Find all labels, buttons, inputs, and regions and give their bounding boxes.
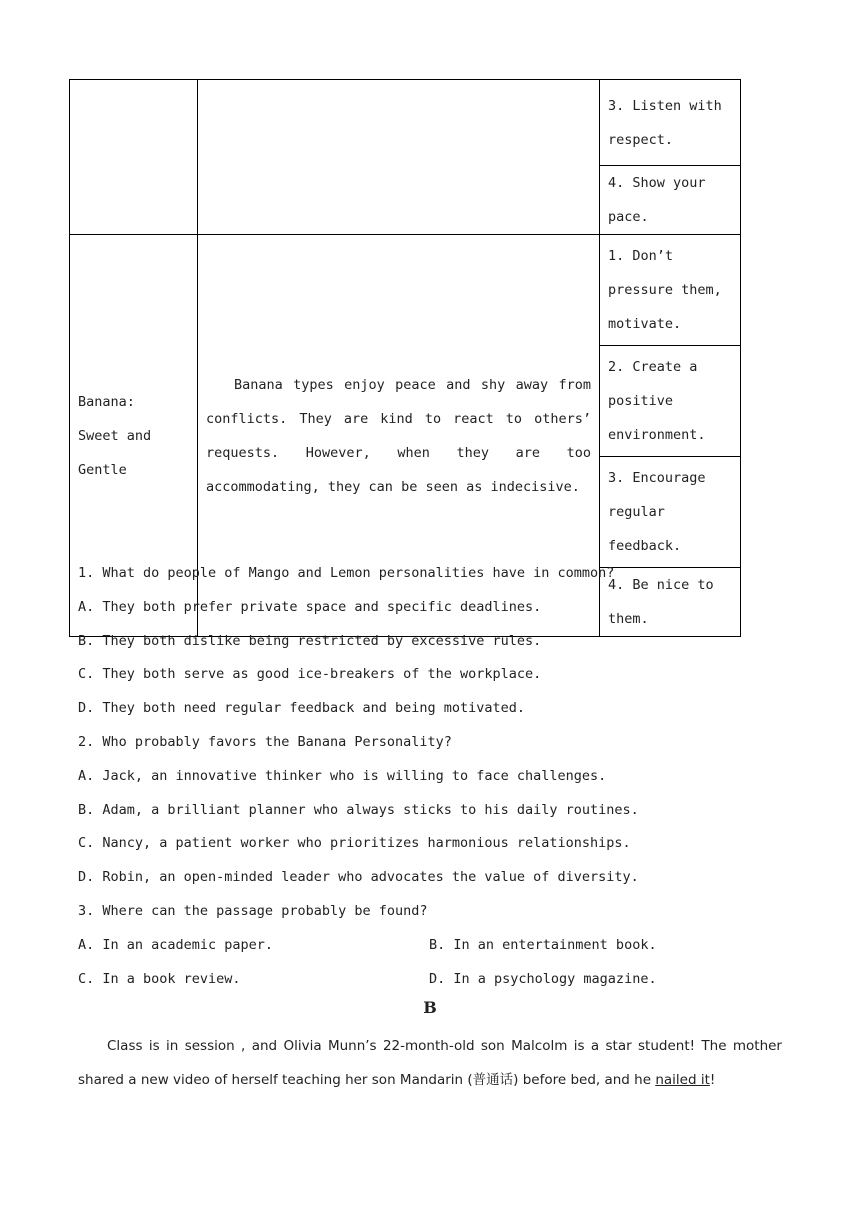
- underlined-phrase: nailed it: [655, 1072, 710, 1088]
- passage-paragraph: [78, 1029, 782, 1097]
- answer-option[interactable]: D. Robin, an open-minded leader who advocates the value of diversity.: [78, 869, 639, 886]
- tip-text: 4. Show your pace.: [608, 175, 706, 225]
- answer-option[interactable]: A. In an academic paper.: [78, 936, 274, 953]
- passage-text-end: !: [709, 1072, 716, 1088]
- tip-text: 1. Don’t pressure them, motivate.: [608, 248, 722, 332]
- question-stem: 3. Where can the passage probably be found?: [78, 902, 428, 919]
- answer-option[interactable]: B. Adam, a brilliant planner who always sticks to his daily routines.: [78, 801, 639, 818]
- tip-cell: [600, 166, 741, 235]
- answer-option[interactable]: B. In an entertainment book.: [429, 936, 657, 953]
- tip-text: 3. Encourage regular feedback.: [608, 470, 706, 554]
- answer-option[interactable]: C. In a book review.: [78, 970, 241, 987]
- tip-cell: [600, 80, 741, 166]
- section-title: B: [423, 998, 437, 1017]
- table-cell-empty-name: [70, 80, 198, 235]
- tip-cell: [600, 346, 741, 457]
- personality-subtitle: Sweet and Gentle: [78, 427, 152, 478]
- passage-text: Class is in session , and Olivia Munn’s 22-month-old son Malcolm is a star student! The mother shared a new video of herself teaching her son Mandarin (普通话) before bed, and he: [78, 1038, 782, 1088]
- question-list: [78, 557, 798, 996]
- tip-text: 2. Create a positive environment.: [608, 359, 706, 443]
- answer-option[interactable]: D. They both need regular feedback and being motivated.: [78, 700, 526, 717]
- personality-table: [69, 79, 741, 637]
- personality-description: Banana types enjoy peace and shy away from conflicts. They are kind to react to others’ requests. However, when they are too accommodating, they can be seen as indecisive.: [206, 376, 591, 495]
- personality-name: Banana:: [78, 393, 135, 410]
- answer-option[interactable]: A. Jack, an innovative thinker who is willing to face challenges.: [78, 767, 607, 784]
- answer-option[interactable]: C. Nancy, a patient worker who prioritizes harmonious relationships.: [78, 835, 631, 852]
- answer-option[interactable]: C. They both serve as good ice-breakers of the workplace.: [78, 666, 542, 683]
- answer-option[interactable]: A. They both prefer private space and specific deadlines.: [78, 598, 542, 615]
- tip-text: 4. Be nice to them.: [608, 577, 714, 627]
- question-stem: 2. Who probably favors the Banana Personality?: [78, 733, 452, 750]
- tip-cell: [600, 235, 741, 346]
- tip-cell: [600, 457, 741, 568]
- answer-option-row: [78, 929, 798, 963]
- answer-option[interactable]: B. They both dislike being restricted by excessive rules.: [78, 632, 542, 649]
- question-stem: 1. What do people of Mango and Lemon personalities have in common?: [78, 565, 615, 581]
- answer-option[interactable]: D. In a psychology magazine.: [429, 970, 657, 987]
- tip-text: 3. Listen with respect.: [608, 97, 722, 148]
- answer-option-row: [78, 963, 798, 997]
- table-cell-empty-description: [198, 80, 600, 235]
